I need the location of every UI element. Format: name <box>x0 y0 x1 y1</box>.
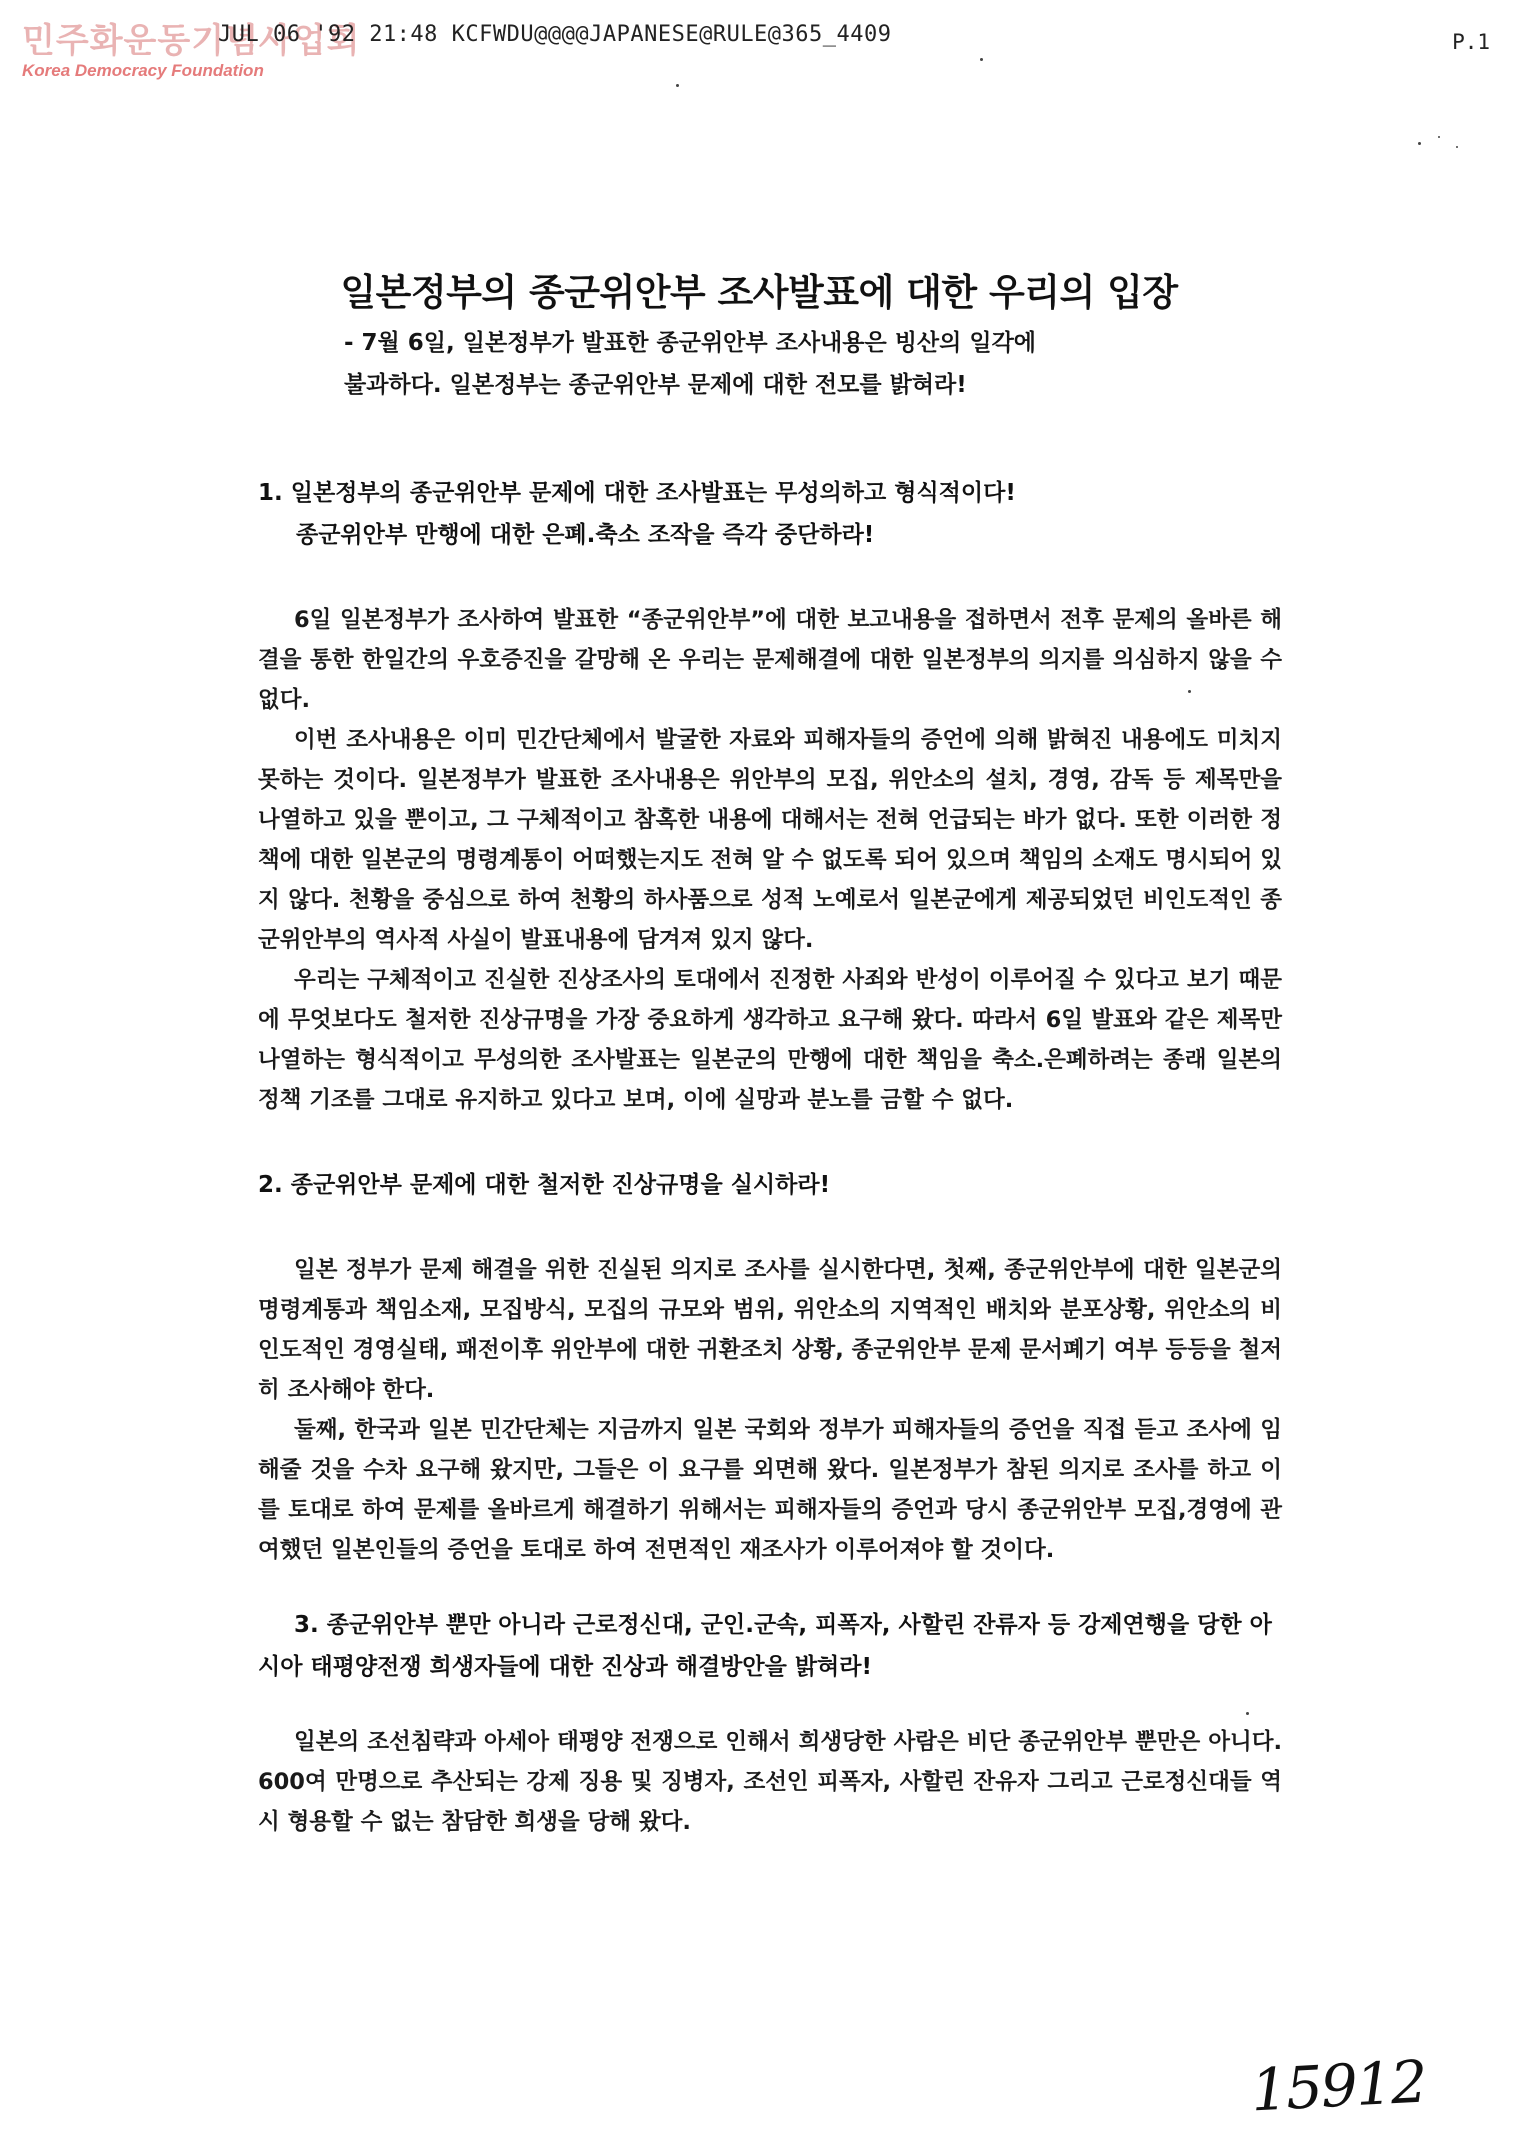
section-2-paragraph: 일본 정부가 문제 해결을 위한 진실된 의지로 조사를 실시한다면, 첫째, 종군위안부에 대한 일본군의 명령계통과 책임소재, 모집방식, 모집의 규모와 범위, 위안소의 지역적인 배치와 분포상황, 위안소의 비인도적인 경영실태, 패전이후 위안부에 대한 귀환조치 상황, 종군위안부 문제 문서폐기 여부 등등을 철저히 조사해야 한다. <box>258 1257 1282 1403</box>
scan-speck <box>676 84 679 87</box>
section-2-heading <box>258 1164 1282 1206</box>
handwritten-document-number: 15912 <box>1249 2047 1428 2125</box>
document-body <box>258 472 1282 1842</box>
section-1-heading-line-2: 종군위안부 만행에 대한 은폐.축소 조작을 즉각 중단하라! <box>296 522 875 548</box>
watermark-korean: 민주화운동기념사업회 <box>22 21 361 61</box>
scan-speck <box>1418 142 1421 145</box>
page-number: P.1 <box>1452 30 1490 54</box>
scan-speck <box>980 58 983 61</box>
section-3-heading <box>258 1604 1282 1688</box>
document-subtitle <box>344 322 1244 406</box>
scan-speck <box>1456 146 1458 148</box>
subtitle-line-2: 불과하다. 일본정부는 종군위안부 문제에 대한 전모를 밝혀라! <box>344 372 967 398</box>
document-title: 일본정부의 종군위안부 조사발표에 대한 우리의 입장 <box>340 270 1178 314</box>
section-2-heading-line-1: 2. 종군위안부 문제에 대한 철저한 진상규명을 실시하라! <box>258 1172 831 1198</box>
section-1-heading <box>258 472 1282 556</box>
subtitle-line-1: - 7월 6일, 일본정부가 발표한 종군위안부 조사내용은 빙산의 일각에 <box>344 330 1037 356</box>
section-1-paragraph: 6일 일본정부가 조사하여 발표한 “종군위안부”에 대한 보고내용을 접하면서 전후 문제의 올바른 해결을 통한 한일간의 우호증진을 갈망해 온 우리는 문제해결에 대한 일본정부의 의지를 의심하지 않을 수 없다. <box>258 607 1282 713</box>
section-1-heading-line-1: 1. 일본정부의 종군위안부 문제에 대한 조사발표는 무성의하고 형식적이다! <box>258 480 1016 506</box>
section-2-paragraph: 둘째, 한국과 일본 민간단체는 지금까지 일본 국회와 정부가 피해자들의 증언을 직접 듣고 조사에 임해줄 것을 수차 요구해 왔지만, 그들은 이 요구를 외면해 왔다. 일본정부가 참된 의지로 조사를 하고 이를 토대로 하여 문제를 올바르게 해결하기 위해서는 피해자들의 증언과 당시 종군위안부 모집,경영에 관여했던 일본인들의 증언을 토대로 하여 전면적인 재조사가 이루어져야 할 것이다. <box>258 1417 1282 1563</box>
section-1-paragraph: 우리는 구체적이고 진실한 진상조사의 토대에서 진정한 사죄와 반성이 이루어질 수 있다고 보기 때문에 무엇보다도 철저한 진상규명을 가장 중요하게 생각하고 요구해 왔다. 따라서 6일 발표와 같은 제목만 나열하는 형식적이고 무성의한 조사발표는 일본군의 만행에 대한 책임을 축소.은폐하려는 종래 일본의 정책 기조를 그대로 유지하고 있다고 보며, 이에 실망과 분노를 금할 수 없다. <box>258 967 1282 1113</box>
section-3-paragraph: 일본의 조선침략과 아세아 태평양 전쟁으로 인해서 희생당한 사람은 비단 종군위안부 뿐만은 아니다. 600여 만명으로 추산되는 강제 징용 및 징병자, 조선인 피폭자, 사할린 잔유자 그리고 근로정신대들 역시 형용할 수 없는 참담한 희생을 당해 왔다. <box>258 1729 1282 1835</box>
scan-speck <box>1438 136 1440 138</box>
fax-header: JUL 06 '92 21:48 KCFWDU@@@@JAPANESE@RULE@365_4409 <box>218 22 892 47</box>
section-3-heading-text: 3. 종군위안부 뿐만 아니라 근로정신대, 군인.군속, 피폭자, 사할린 잔류자 등 강제연행을 당한 아시아 태평양전쟁 희생자들에 대한 진상과 해결방안을 밝혀라! <box>258 1612 1272 1680</box>
section-1-paragraph: 이번 조사내용은 이미 민간단체에서 발굴한 자료와 피해자들의 증언에 의해 밝혀진 내용에도 미치지 못하는 것이다. 일본정부가 발표한 조사내용은 위안부의 모집, 위안소의 설치, 경영, 감독 등 제목만을 나열하고 있을 뿐이고, 그 구체적이고 참혹한 내용에 대해서는 전혀 언급되는 바가 없다. 또한 이러한 정책에 대한 일본군의 명령계통이 어떠했는지도 전혀 알 수 없도록 되어 있으며 책임의 소재도 명시되어 있지 않다. 천황을 중심으로 하여 천황의 하사품으로 성적 노예로서 일본군에게 제공되었던 비인도적인 종군위안부의 역사적 사실이 발표내용에 담겨져 있지 않다. <box>258 727 1282 953</box>
watermark-english: Korea Democracy Foundation <box>22 61 264 80</box>
